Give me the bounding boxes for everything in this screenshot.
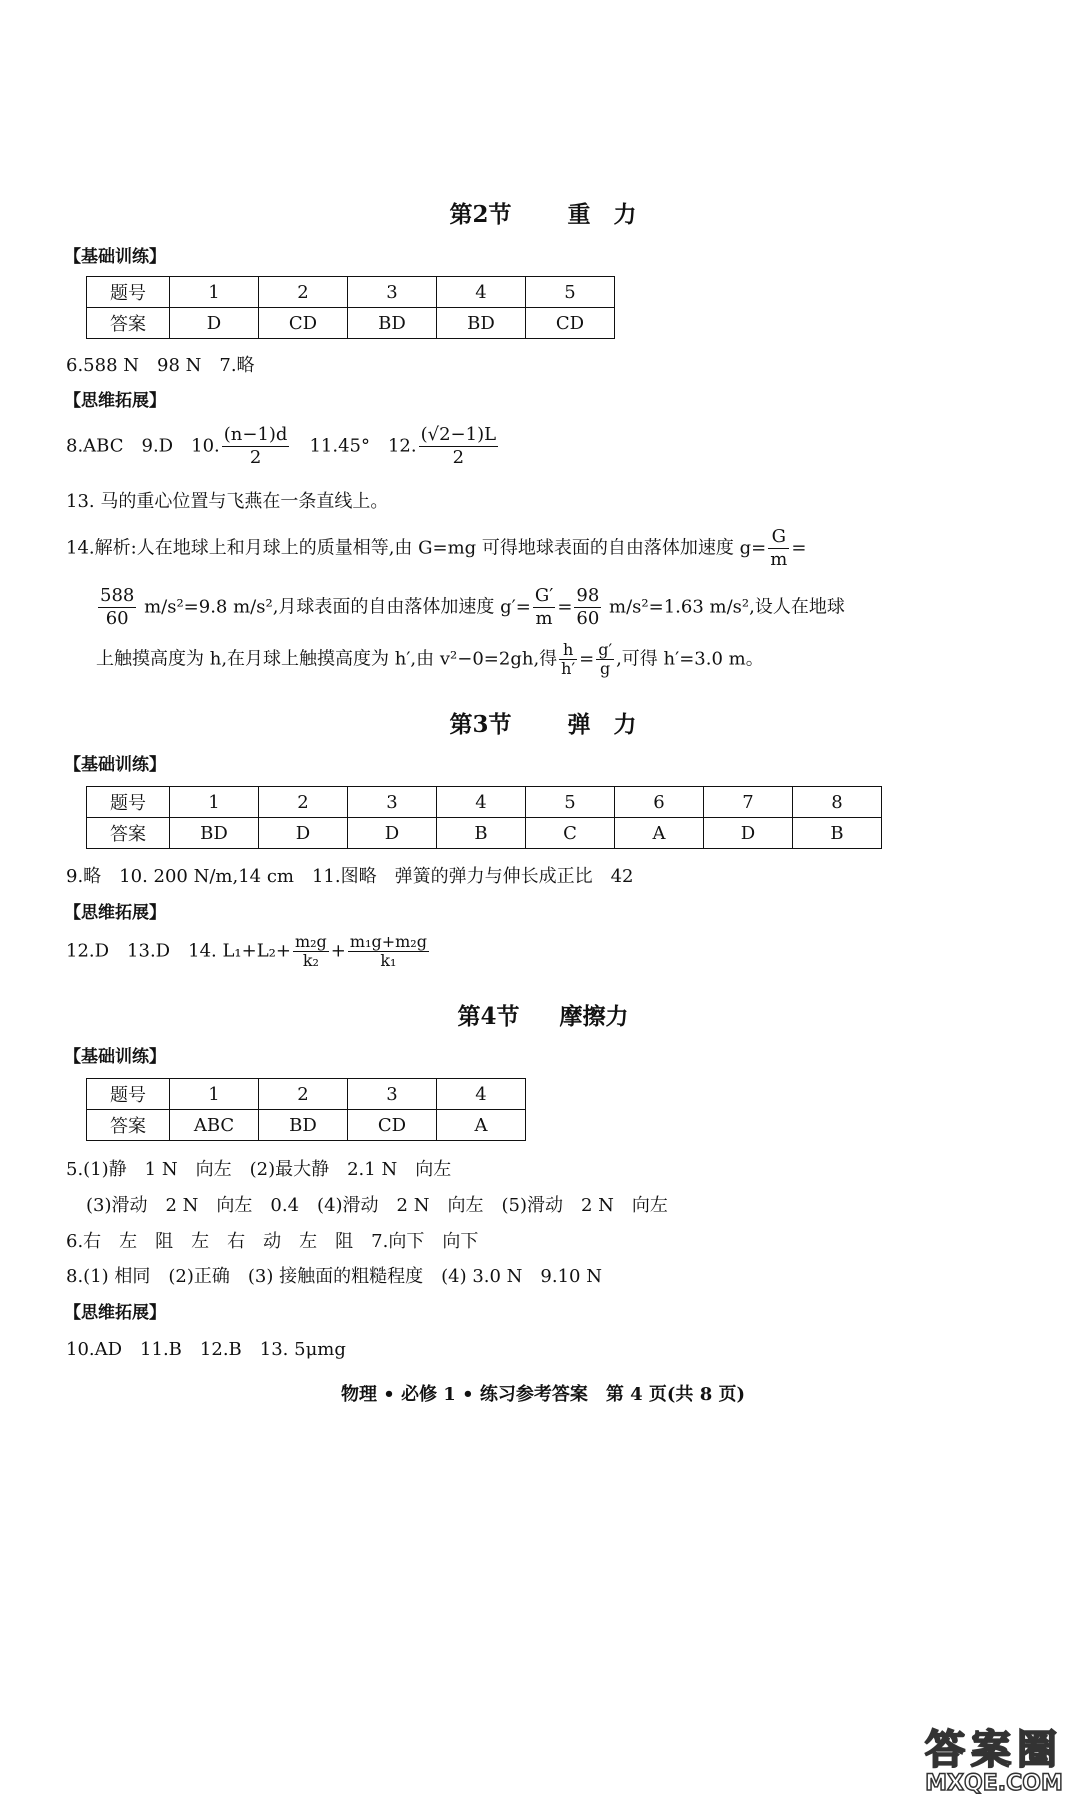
fraction-numerator: g′: [598, 640, 613, 659]
basic-training-tag: 【基础训练】: [64, 247, 166, 267]
table-row-numbers: [87, 277, 615, 308]
table-cell: B: [437, 818, 526, 849]
section-name: 摩擦力: [559, 1003, 629, 1030]
table-cell: 7: [704, 787, 793, 818]
table-header-question: 题号: [87, 787, 170, 818]
text: 11.45° 12.: [291, 435, 417, 457]
answer-line-6: 6.588 N 98 N 7.略: [66, 355, 255, 376]
text: 12.D 13.D 14. L₁+L₂+: [66, 940, 291, 962]
section-4-title: [0, 998, 1086, 1031]
table-header-answer: 答案: [87, 818, 170, 849]
text: m/s²=1.63 m/s²,设人在地球: [609, 596, 845, 618]
table-cell: ABC: [170, 1110, 259, 1141]
table-cell: D: [348, 818, 437, 849]
section-number: 第3节: [449, 711, 512, 738]
extension-tag: 【思维拓展】: [64, 391, 166, 411]
table-row-answers: [87, 818, 882, 849]
table-header-answer: 答案: [87, 1110, 170, 1141]
table-cell: D: [259, 818, 348, 849]
table-cell: 3: [348, 277, 437, 308]
fraction-numerator: G: [768, 526, 789, 549]
table-row-answers: [87, 308, 615, 339]
section-name: 弹 力: [567, 711, 637, 738]
fraction-numerator: m₂g: [294, 932, 327, 951]
section-2-title: [0, 196, 1086, 229]
answer-line-6: 6.右 左 阻 左 右 动 左 阻 7.向下 向下: [66, 1231, 479, 1252]
extension-tag: 【思维拓展】: [64, 1303, 166, 1323]
section-3-title: [0, 706, 1086, 739]
fraction-numerator: h: [559, 641, 577, 660]
answer-table-sec4: [86, 1078, 526, 1141]
table-cell: CD: [526, 308, 615, 339]
table-cell: A: [615, 818, 704, 849]
answer-line-5-cont: (3)滑动 2 N 向左 0.4 (4)滑动 2 N 向左 (5)滑动 2 N 向左: [86, 1195, 668, 1216]
fraction-numerator: 98: [576, 585, 600, 606]
fraction-denominator: h′: [561, 659, 576, 678]
table-cell: C: [526, 818, 615, 849]
basic-training-tag: 【基础训练】: [64, 1047, 166, 1067]
table-cell: 3: [348, 1079, 437, 1110]
table-cell: 1: [170, 787, 259, 818]
text: ,可得 h′=3.0 m。: [616, 648, 764, 670]
table-cell: BD: [348, 308, 437, 339]
table-header-question: 题号: [87, 1079, 170, 1110]
table-cell: 6: [615, 787, 704, 818]
fraction-denominator: m: [770, 549, 788, 570]
answer-line-8: [66, 424, 500, 469]
table-cell: 1: [170, 277, 259, 308]
answer-line-10: 10.AD 11.B 12.B 13. 5μmg: [66, 1339, 346, 1360]
table-cell: BD: [170, 818, 259, 849]
fraction-denominator: k₁: [380, 951, 397, 970]
text: +: [330, 940, 346, 962]
text: 8.ABC 9.D 10.: [66, 435, 220, 457]
table-cell: BD: [259, 1110, 348, 1141]
section-number: 第2节: [449, 201, 512, 228]
fraction-numerator: m₁g+m₂g: [349, 932, 427, 951]
text: =: [579, 648, 595, 670]
watermark-logo: [906, 1728, 1082, 1798]
fraction-denominator: g: [600, 659, 611, 678]
answer-line-12: [66, 933, 431, 970]
table-cell: 2: [259, 1079, 348, 1110]
answer-line-13: 13. 马的重心位置与飞燕在一条直线上。: [66, 491, 389, 512]
table-cell: B: [793, 818, 882, 849]
text: 14.解析:人在地球上和月球上的质量相等,由 G=mg 可得地球表面的自由落体加速度 g=: [66, 537, 767, 559]
answer-line-14: [66, 526, 806, 571]
fraction-denominator: 60: [105, 608, 129, 629]
table-cell: 1: [170, 1079, 259, 1110]
fraction-denominator: m: [535, 608, 553, 629]
table-cell: 2: [259, 787, 348, 818]
answer-line-8: 8.(1) 相同 (2)正确 (3) 接触面的粗糙程度 (4) 3.0 N 9.10 N: [66, 1266, 602, 1287]
table-cell: 3: [348, 787, 437, 818]
section-name: 重 力: [567, 201, 637, 228]
section-number: 第4节: [457, 1003, 520, 1030]
table-row-answers: [87, 1110, 526, 1141]
table-cell: D: [170, 308, 259, 339]
basic-training-tag: 【基础训练】: [64, 755, 166, 775]
text: m/s²=9.8 m/s²,月球表面的自由落体加速度 g′=: [144, 596, 531, 618]
table-cell: CD: [259, 308, 348, 339]
answer-line-5: 5.(1)静 1 N 向左 (2)最大静 2.1 N 向左: [66, 1159, 452, 1180]
extension-tag: 【思维拓展】: [64, 903, 166, 923]
page-footer: 物理 • 必修 1 • 练习参考答案 第 4 页(共 8 页): [340, 1384, 745, 1405]
fraction-numerator: G′: [534, 585, 554, 606]
table-cell: CD: [348, 1110, 437, 1141]
table-cell: 5: [526, 787, 615, 818]
table-cell: A: [437, 1110, 526, 1141]
answer-line-14-end: [96, 641, 764, 678]
fraction-numerator: (√2−1)L: [420, 424, 497, 445]
fraction-numerator: 588: [100, 585, 135, 606]
table-cell: 4: [437, 1079, 526, 1110]
text: =: [791, 537, 807, 559]
table-cell: 4: [437, 787, 526, 818]
table-cell: 2: [259, 277, 348, 308]
answer-table-sec3: [86, 786, 882, 849]
answer-table-sec2: [86, 276, 615, 339]
fraction-numerator: (n−1)d: [223, 424, 288, 445]
table-row-numbers: [87, 1079, 526, 1110]
table-cell: 8: [793, 787, 882, 818]
fraction-denominator: 60: [576, 608, 600, 629]
table-cell: 4: [437, 277, 526, 308]
table-row-numbers: [87, 787, 882, 818]
text: =: [557, 596, 573, 618]
fraction-denominator: 2: [452, 447, 465, 468]
table-cell: 5: [526, 277, 615, 308]
fraction-denominator: k₂: [302, 951, 319, 970]
fraction-denominator: 2: [249, 447, 262, 468]
table-cell: D: [704, 818, 793, 849]
table-header-answer: 答案: [87, 308, 170, 339]
watermark-url: MXQE.COM: [925, 1771, 1063, 1796]
table-cell: BD: [437, 308, 526, 339]
text: 上触摸高度为 h,在月球上触摸高度为 h′,由 v²−0=2gh,得: [96, 648, 558, 670]
answer-line-9: 9.略 10. 200 N/m,14 cm 11.图略 弹簧的弹力与伸长成正比 42: [66, 866, 634, 887]
watermark-text: 答案圈: [925, 1727, 1063, 1773]
table-header-question: 题号: [87, 277, 170, 308]
answer-line-14-cont: [96, 585, 845, 630]
